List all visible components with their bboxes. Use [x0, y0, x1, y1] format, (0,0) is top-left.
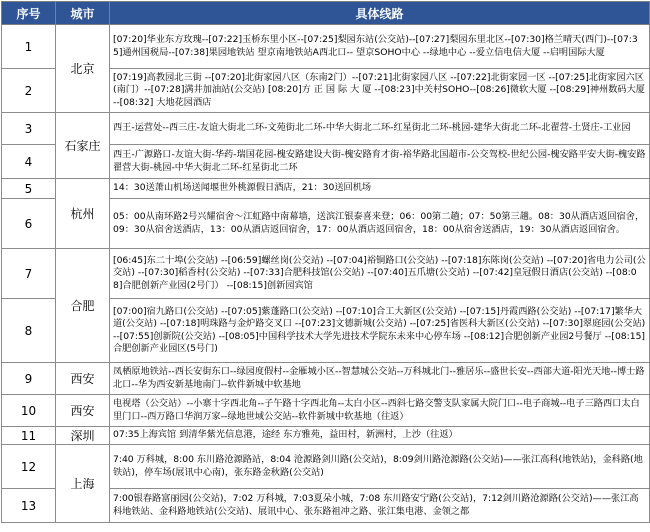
- city-cell: 北京: [56, 25, 110, 113]
- row-number: 9: [2, 363, 56, 395]
- row-number: 6: [2, 199, 56, 249]
- city-cell: 杭州: [56, 179, 110, 249]
- route-cell: [110, 489, 650, 523]
- route-text: [07:00]宿九路口(公交站) --[07:05]紫蓬路口(公交站) --[07:10]合工大新区(公交站) --[07:15]丹霞西路(公交站) --[07:17]繁华大道(公交站) --[07:18]明珠路与金炉路交叉口 --[07:23]文德新城(公交站) --[07:25]省医科大新区(公交站) --[07:30]翠庭园(公交站) --[07:55]创新院(公交站) --[08:05]中国科学技术大学先进技术学院东未来中心停车场 --[08:12]合肥创新产业园2号餐厅 --[08:15]合肥创新产业园区(5号门): [113, 305, 646, 354]
- route-text: 05：00从南环路2号兴耀宿舍～江虹路中南幕墙，送滨江银泰喜来登；06：00第二趟；07：50第三趟。08：30从酒店返回宿舍，09：30从宿舍送酒店，13：00从酒店返回宿舍，17：00从酒店返回宿舍，18：00从宿舍送酒店，19：30从酒店返回宿舍。: [113, 211, 645, 235]
- route-cell: [110, 199, 650, 249]
- table-row: [2, 179, 650, 199]
- row-number: 5: [2, 179, 56, 199]
- city-cell: 石家庄: [56, 113, 110, 179]
- route-text: 西王-广源路口-友谊大街-华药-瑞国花园-槐安路建设大街-槐安路育才街-裕华路北国超市-公交驾校-世纪公园-槐安路平安大街-槐安路翟营大街-桃园-中华大街北二环-红星街北二环: [113, 149, 646, 173]
- city-cell: 合肥: [56, 249, 110, 363]
- route-cell: [110, 427, 650, 445]
- city-cell: 上海: [56, 445, 110, 523]
- table-row: [2, 249, 650, 299]
- route-cell: [110, 445, 650, 489]
- row-number: 1: [2, 25, 56, 69]
- row-number: 13: [2, 489, 56, 523]
- route-cell: [110, 69, 650, 113]
- route-cell: [110, 145, 650, 179]
- route-text: [07:20]华业东方玫瑰--[07:22]玉桥东里小区--[07:25]梨园东站(公交站)--[07:27]梨园东里北区--[07:30]格兰晴天(西门)--[07:35]通州国税局--[07:38]果园地铁站 望京南地铁站A西北口-- 望京SOHO中心 --绿地中心 --爱立信电信大厦 --启明国际大厦: [113, 34, 638, 58]
- row-number: 3: [2, 113, 56, 145]
- route-text: [07:19]高教园北三街 --[07:20]北街家园八区（东南2门）--[07:21]北街家园八区 --[07:22]北街家园一区 --[07:25]北街家园六区(南门）--[07:28]满井加油站(公交站) [08:20]方 正 国 际 大 厦 --[08:23]中关村SOHO--[08:26]微软大厦 --[08:29]神州数码大厦 --[08:32] 大地花园酒店: [113, 71, 645, 108]
- route-text: 14：30送萧山机场送闻堰世外桃源假日酒店，21：30送回机场: [113, 182, 372, 194]
- city-cell: 深圳: [56, 427, 110, 445]
- route-text: 电视塔（公交站）--小寨十字西北角--子午路十字西北角--太白小区--西斜七路交警支队家属大院门口--电子商城--电子三路西口太白里门口--西万路口华润万家--绿地世域公交站--软件新城中软基地（往返）: [113, 398, 640, 422]
- row-number: 2: [2, 69, 56, 113]
- table-row: [2, 427, 650, 445]
- route-cell: [110, 179, 650, 199]
- table-row: [2, 25, 650, 69]
- header-route: 具体线路: [110, 2, 650, 25]
- row-number: 10: [2, 395, 56, 427]
- row-number: 4: [2, 145, 56, 179]
- table-row: [2, 445, 650, 489]
- row-number: 7: [2, 249, 56, 299]
- route-cell: [110, 249, 650, 299]
- route-text: 07:35上海宾馆 到清华紫光信息港，途经 东方雅苑，益田村，新洲村，上沙（往返）: [113, 429, 458, 441]
- route-cell: [110, 363, 650, 395]
- row-number: 11: [2, 427, 56, 445]
- route-cell: [110, 113, 650, 145]
- row-number: 12: [2, 445, 56, 489]
- bus-route-table: [1, 1, 650, 523]
- table-row: [2, 363, 650, 395]
- route-text: 西王-运营处--西三庄-友谊大街北二环-文苑街北二环-中华大街北二环-红星街北二环-桃园-建华大街北二环-北翟营-土贤庄-工业园: [113, 122, 631, 134]
- route-text: 7:40 万科城，8:00 东川路沧源路站，8:04 沧源路剑川路(公交站)，8:09剑川路沧源路(公交站)——张江高科(地铁站)，金科路(地铁站)，停车场(展讯中心南)，张东路金秋路(公交站): [113, 454, 643, 478]
- route-text: [06:45]东二十埠(公交站) --[06:59]螺丝岗(公交站) --[07:04]裕铜路口(公交站) --[07:18]东陈岗(公交站) --[07:20]省电力公司(公交站) --[07:30]稻香村(公交站) --[07:33]合肥科技馆(公交站) --[07:40]五爪塘(公交站) --[07:42]皇冠假日酒店(公交站) --[08:08]合肥创新产业园(2号门） --[08:15]创新园宾馆: [113, 254, 646, 291]
- city-cell: 西安: [56, 363, 110, 395]
- table-row: [2, 113, 650, 145]
- header-city: 城市: [56, 2, 110, 25]
- header-row: [2, 2, 650, 25]
- table-row: [2, 395, 650, 427]
- route-text: 7:00银春路富丽园(公交站)，7:02 万科城，7:03夏朵小城，7:08 东川路安宁路(公交站)，7:12剑川路沧源路(公交站)——张江高科地铁站、金科路地铁站(公交站)、展讯中心、张东路祖冲之路、张江集电港、金领之都: [113, 493, 639, 517]
- header-no: 序号: [2, 2, 56, 25]
- city-cell: 西安: [56, 395, 110, 427]
- route-cell: [110, 395, 650, 427]
- route-cell: [110, 299, 650, 363]
- route-text: 凤栖原地铁站--西长安街东口--绿园度假村--金雁城小区--智慧城公交站--万科城北门--雅居乐--盛世长安--西部大道-阳光天地--博士路北口--华为西安新基地南门--软件新城中软基地: [113, 366, 645, 390]
- row-number: 8: [2, 299, 56, 363]
- route-cell: [110, 25, 650, 69]
